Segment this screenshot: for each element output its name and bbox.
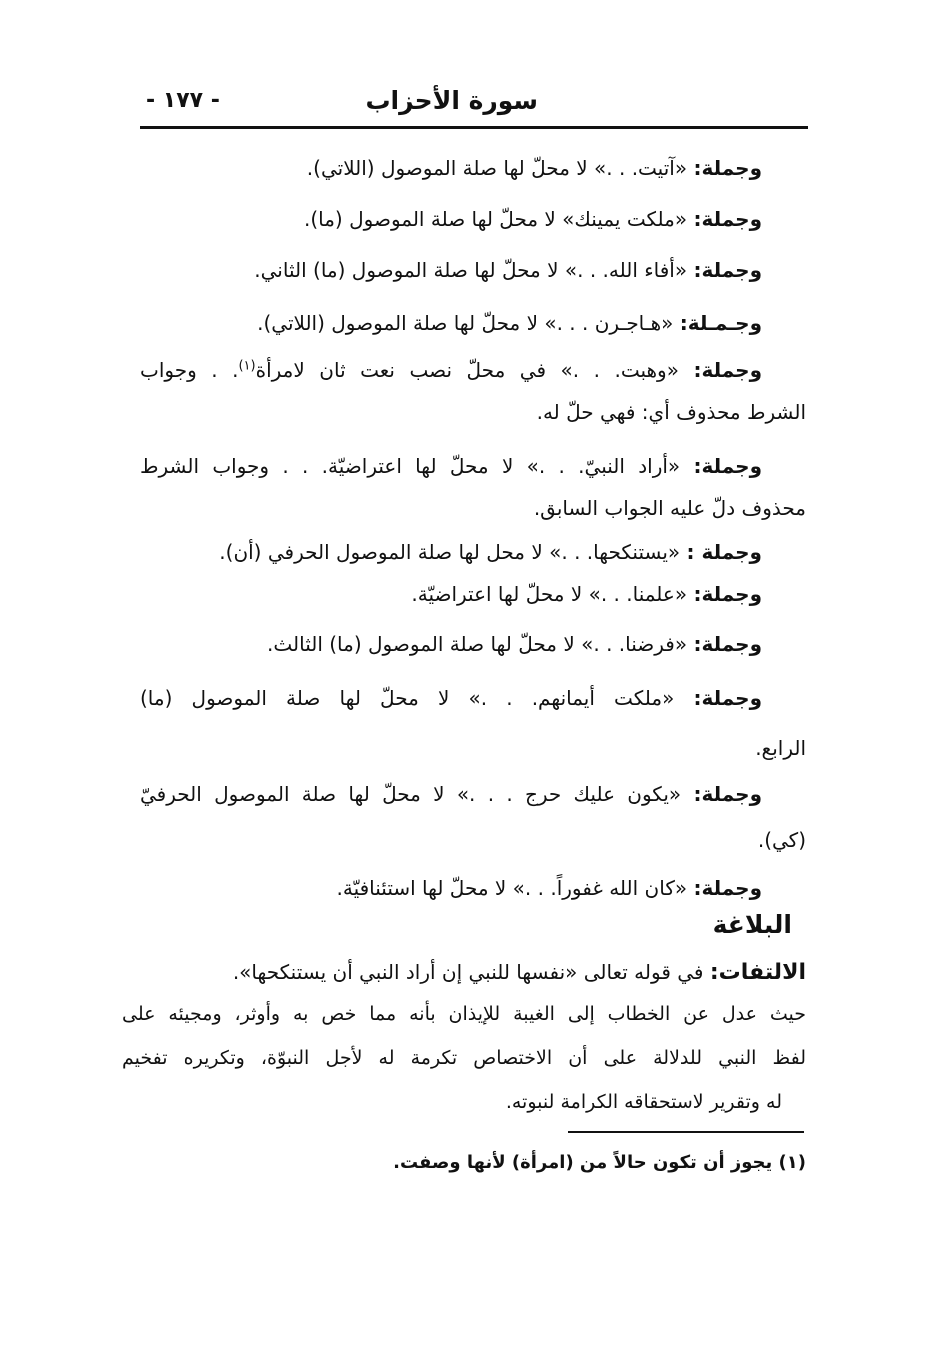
analysis-line [254, 256, 762, 288]
line-lead: وجملة: [693, 582, 762, 606]
line-text: «ملكت يمينك» لا محلّ لها صلة الموصول (ما). [303, 207, 688, 231]
analysis-line [411, 580, 762, 612]
line-lead: وجملة: [693, 454, 762, 478]
analysis-line [140, 452, 762, 484]
line-text: الرابع. [755, 736, 806, 760]
line-text: «كان الله غفوراً. . .» لا محلّ لها استئنافيّة. [336, 876, 688, 900]
line-text: له وتقرير لاستحقاقه الكرامة لنبوته. [505, 1091, 782, 1113]
analysis-line [140, 356, 762, 388]
line-lead: وجملة: [693, 156, 762, 180]
balagha-line [122, 1000, 806, 1032]
line-text: «وهبت. . .» في محلّ نصب نعت ثان لامرأة [255, 358, 679, 382]
balagha-line [506, 1088, 782, 1120]
footnote-rule [568, 1131, 804, 1133]
line-lead: وجملة: [693, 632, 762, 656]
page-header [140, 82, 806, 126]
line-text: «يكون عليك حرج . . .» لا محلّ لها صلة الموصول الحرفيّ [140, 782, 682, 806]
surah-title: سورة الأحزاب [365, 86, 538, 115]
analysis-line-continued [755, 734, 806, 766]
analysis-line-continued [534, 494, 806, 526]
line-text: الشرط محذوف أي: فهي حلّ له. [536, 400, 806, 424]
analysis-line [267, 630, 762, 662]
line-lead: وجملة: [693, 358, 762, 382]
line-text: في قوله تعالى «نفسها للنبي إن أراد النبي أن يستنكحها». [232, 960, 704, 984]
line-lead: وجملة: [693, 876, 762, 900]
analysis-line [307, 154, 762, 186]
line-lead: وجملة: [693, 207, 762, 231]
line-tail: . . وجواب [140, 358, 239, 382]
line-text: «علمنا. . .» لا محلّ لها اعتراضيّة. [411, 582, 688, 606]
line-text: «أفاء الله. . .» لا محلّ لها صلة الموصول (ما) الثاني. [254, 258, 688, 282]
header-rule [140, 126, 808, 129]
balagha-line [122, 1044, 806, 1076]
line-lead: وجملة: [693, 258, 762, 282]
line-text: لفظ النبي للدلالة على أن الاختصاص تكرمة له لأجل النبوّة، وتكريره تفخيم [122, 1047, 806, 1069]
line-lead: وجملة: [693, 782, 762, 806]
line-text: «أراد النبيّ. . .» لا محلّ لها اعتراضيّة. . . وجواب الشرط [140, 454, 681, 478]
balagha-line [233, 958, 806, 990]
analysis-line [219, 538, 762, 570]
line-text: «آتيت. . .» لا محلّ لها صلة الموصول (اللاتي). [306, 156, 688, 180]
line-text: «فرضنا. . .» لا محلّ لها صلة الموصول (ما) الثالث. [267, 632, 688, 656]
line-lead: وجملة : [686, 540, 762, 564]
line-text: (كي). [757, 828, 806, 852]
line-text: حيث عدل عن الخطاب إلى الغيبة للإيذان بأنه مما خص به وأوثر، ومجيئه على [122, 1003, 806, 1025]
analysis-line [336, 874, 762, 906]
analysis-line [140, 684, 762, 716]
footnote: (١) يجوز أن تكون حالاً من (امرأة) لأنها وصفت. [393, 1152, 806, 1173]
analysis-line [140, 780, 762, 812]
line-text: «ملكت أيمانهم. . .» لا محلّ لها صلة الموصول (ما) [140, 686, 675, 710]
analysis-line-continued [758, 826, 806, 858]
line-lead: وجـمـلة: [679, 311, 762, 335]
line-text: محذوف دلّ عليه الجواب السابق. [533, 496, 806, 520]
analysis-line-continued [537, 398, 806, 430]
line-lead: الالتفات: [709, 960, 806, 985]
line-text: «يستنكحها. . .» لا محل لها صلة الموصول الحرفي (أن). [219, 540, 681, 564]
analysis-line [257, 309, 762, 341]
footnote-marker: (١) [238, 358, 256, 374]
page-number: - ١٧٧ - [146, 88, 220, 113]
line-lead: وجملة: [693, 686, 762, 710]
line-text: «هـاجـرن . . .» لا محلّ لها صلة الموصول (اللاتي). [257, 311, 674, 335]
section-title: البلاغة [712, 910, 792, 939]
analysis-line [304, 205, 762, 237]
